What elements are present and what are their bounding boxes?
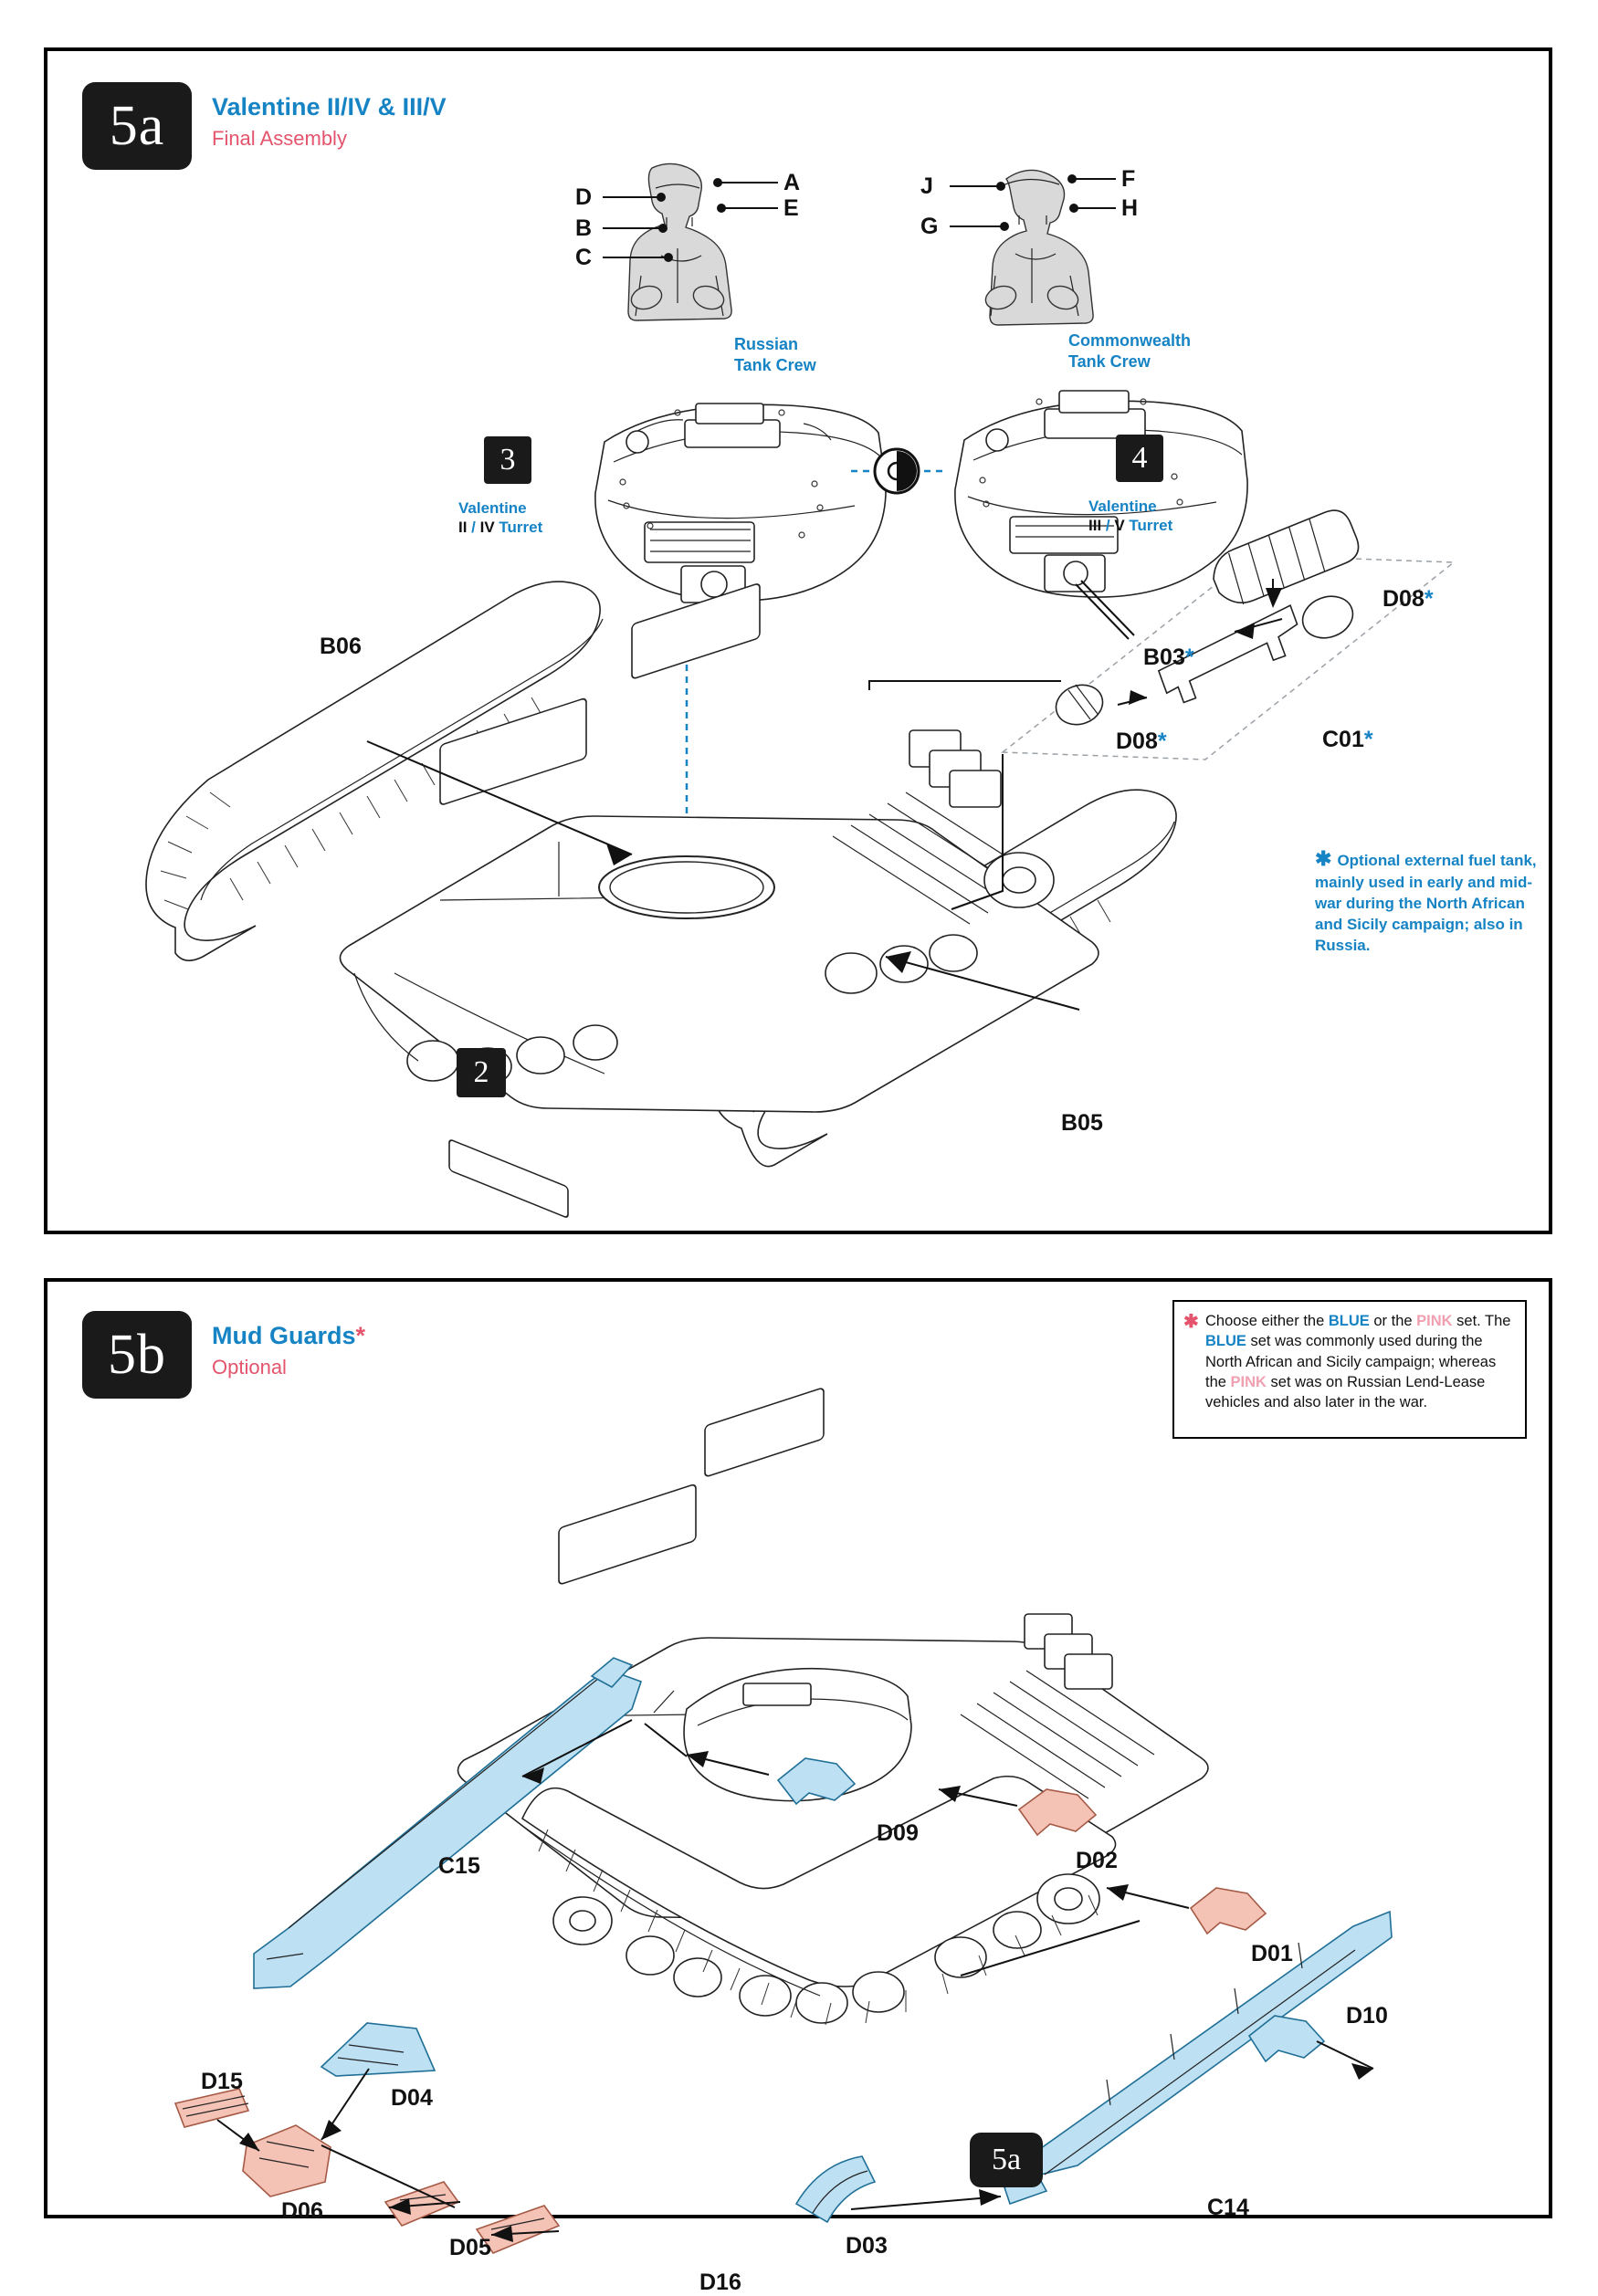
commonwealth-crew-figure	[983, 170, 1093, 325]
callout-g: G	[920, 214, 939, 239]
turret-4-mark-a: III	[1088, 517, 1102, 535]
part-label-d05: D05	[449, 2235, 491, 2260]
note-star-icon-5b: ✱	[1183, 1312, 1199, 1332]
part-d03-art	[796, 2156, 875, 2222]
part-d01-art	[1191, 1888, 1266, 1934]
note-part-3: PINK	[1416, 1313, 1453, 1329]
part-c14-art	[1004, 1912, 1392, 2204]
turret-4-line1: Valentine	[1088, 498, 1157, 515]
turret-3-line1: Valentine	[458, 499, 527, 517]
note-part-2: or the	[1369, 1313, 1417, 1329]
panel-5b-title-star: *	[355, 1322, 366, 1349]
callout-h: H	[1121, 195, 1139, 221]
note-part-6: set was commonly used during the North African and Sicily campaign; whereas the	[1205, 1333, 1497, 1390]
commonwealth-crew-line1: Commonwealth	[1068, 331, 1192, 350]
russian-crew-line1: Russian	[734, 335, 799, 353]
turret-3-mark-b: IV	[479, 519, 495, 537]
part-label-b06: B06	[320, 634, 362, 659]
part-label-c14: C14	[1207, 2195, 1249, 2220]
callout-c: C	[575, 245, 593, 270]
step-badge-5b: 5b	[82, 1311, 192, 1399]
part-label-d16: D16	[699, 2270, 741, 2295]
panel-5b-title-text: Mud Guards	[212, 1322, 356, 1349]
commonwealth-crew-line2: Tank Crew	[1068, 351, 1151, 371]
callout-d: D	[575, 184, 593, 210]
panel-5a-title: Valentine II/IV & III/V	[212, 93, 447, 121]
panel-5a-subtitle: Final Assembly	[212, 127, 347, 150]
part-label-d08-lower: D08*	[1116, 729, 1167, 754]
part-label-b03: B03*	[1143, 645, 1194, 670]
part-label-d04: D04	[391, 2085, 433, 2111]
russian-crew-label	[734, 334, 816, 375]
note-part-4: set. The	[1452, 1313, 1511, 1329]
callout-a: A	[783, 170, 801, 195]
part-label-d09: D09	[877, 1820, 919, 1846]
turret-3-label	[458, 498, 542, 538]
hull-step-leader	[869, 681, 1061, 690]
part-d04-art	[321, 2023, 435, 2076]
callout-e: E	[783, 195, 799, 221]
note-part-8: set was on Russian Lend-Lease vehicles and also later in the war.	[1205, 1373, 1486, 1411]
turret-3-tail: Turret	[494, 519, 543, 537]
russian-crew-line2: Tank Crew	[734, 355, 816, 374]
part-label-b03-text: B03	[1143, 645, 1185, 670]
panel-5b-subtitle: Optional	[212, 1356, 287, 1379]
turret-4-mark-b: V	[1114, 517, 1125, 535]
part-label-b05: B05	[1061, 1110, 1103, 1136]
sub-step-badge-3: 3	[484, 436, 531, 484]
part-label-c01-text: C01	[1322, 727, 1364, 752]
sub-step-badge-2: 2	[457, 1048, 506, 1097]
part-label-d08-top-text: D08	[1382, 586, 1425, 612]
turret-3-mark-a: II	[458, 519, 468, 537]
note-part-7: PINK	[1230, 1373, 1267, 1390]
russian-crew-figure	[628, 163, 731, 320]
callout-f: F	[1121, 166, 1136, 192]
note-part-5: BLUE	[1205, 1333, 1246, 1350]
optional-fuel-tank-note	[1315, 845, 1543, 956]
part-label-d03: D03	[846, 2233, 888, 2259]
turret-3-sep: /	[467, 519, 480, 537]
part-d06-art	[243, 2125, 331, 2196]
commonwealth-crew-label	[1068, 330, 1191, 372]
note-part-1: BLUE	[1328, 1313, 1370, 1329]
part-label-d02: D02	[1076, 1848, 1118, 1873]
callout-b: B	[575, 215, 593, 241]
part-label-c15: C15	[438, 1853, 480, 1879]
sub-step-badge-4: 4	[1116, 435, 1163, 482]
part-label-d01: D01	[1251, 1941, 1293, 1966]
part-label-d10: D10	[1346, 2003, 1388, 2029]
part-label-c01: C01*	[1322, 727, 1373, 752]
panel-5a-artwork	[47, 51, 1556, 1238]
part-label-d06: D06	[281, 2198, 323, 2224]
part-label-d08-top: D08*	[1382, 586, 1434, 612]
note-part-0: Choose either the	[1205, 1313, 1329, 1329]
callout-j: J	[920, 173, 933, 199]
panel-step-5a	[44, 47, 1552, 1234]
turret-4-label	[1088, 497, 1172, 536]
step-badge-5a: 5a	[82, 82, 192, 170]
part-label-d15: D15	[201, 2069, 243, 2094]
note-star-icon: ✱	[1315, 847, 1332, 870]
turret-4-sep: /	[1101, 517, 1115, 535]
optional-fuel-tank-note-text: Optional external fuel tank, mainly used in early and mid-war during the North African and Sicily campaign; also in Russia.	[1315, 852, 1537, 954]
panel-5b-artwork	[47, 1282, 1556, 2222]
reference-badge-5a: 5a	[970, 2133, 1043, 2187]
turret-4-tail: Turret	[1124, 517, 1173, 535]
part-label-d08-lower-text: D08	[1116, 729, 1158, 754]
panel-step-5b	[44, 1278, 1552, 2295]
